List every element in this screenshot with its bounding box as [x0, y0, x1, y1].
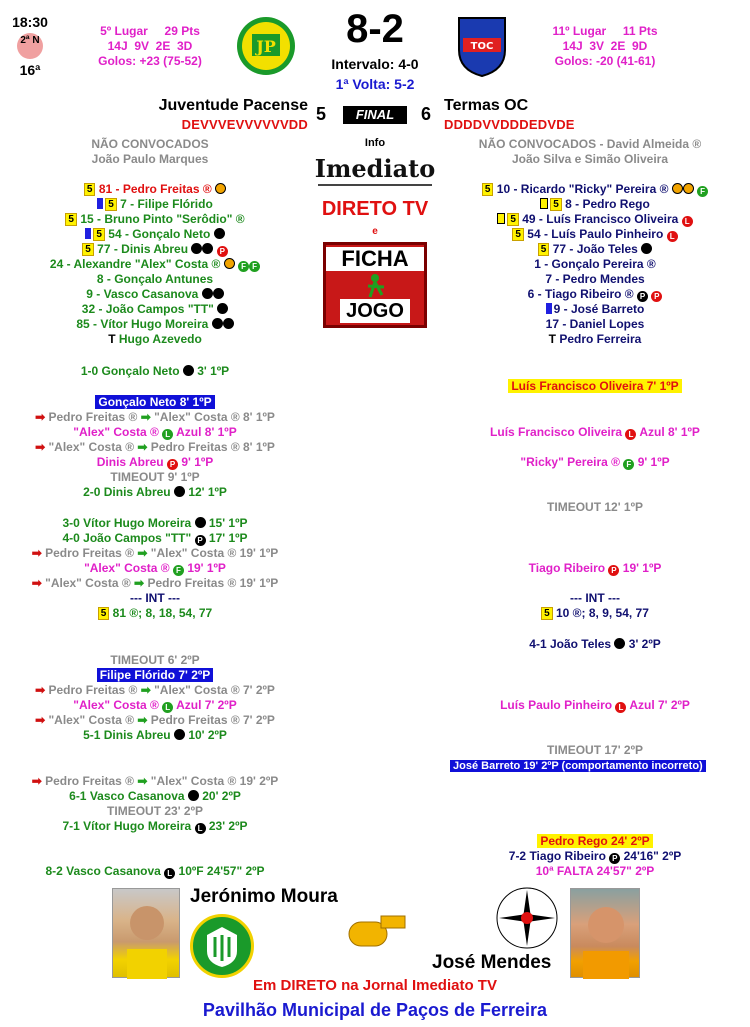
whistle-icon [345, 912, 409, 952]
division-badge-text: 2ª N [20, 35, 40, 46]
sub-in-icon: ➡ [140, 410, 151, 424]
blue-card-icon [546, 303, 552, 314]
goal-icon: L [195, 823, 206, 834]
event-goal-3-0: 3-0 Vítor Hugo Moreira 15' 1ºP [62, 516, 248, 530]
event-foul-alex: "Alex" Costa ® F 19' 1ºP [84, 561, 226, 575]
referee1-photo [112, 888, 180, 978]
goal-icon [614, 638, 625, 649]
goal-icon [183, 365, 194, 376]
referee2-photo [570, 888, 640, 978]
red-card-icon: L [615, 702, 626, 713]
home-form: DEVVVEVVVVVVDD [181, 117, 308, 132]
event-goal-5-1: 5-1 Dinis Abreu 10' 2ºP [83, 728, 227, 742]
away-player-8: 5 8 - Pedro Rego [440, 197, 750, 212]
yellow-card-icon [540, 198, 548, 209]
blue-card-icon [85, 228, 91, 239]
home-player-81: 5 81 - Pedro Freitas ® [0, 182, 310, 197]
away-record: 14J 3V 2E 9D [562, 39, 648, 53]
sub-out-icon: ➡ [35, 410, 46, 424]
event-blue-alex-2: "Alex" Costa ® L Azul 7' 2ºP [73, 698, 237, 712]
event-interval-away-players: 5 10 ®; 8, 9, 54, 77 [440, 606, 750, 621]
imediato-underline [318, 184, 432, 186]
penalty-icon: P [167, 459, 178, 470]
goal-icon [641, 243, 652, 254]
away-points: 11 Pts [622, 24, 658, 38]
blue-card-icon [97, 198, 103, 209]
away-crest-icon [455, 14, 509, 78]
goal-icon: P [637, 291, 648, 302]
away-player-49: 5 49 - Luís Francisco Oliveira L [440, 212, 750, 227]
home-player-24: 24 - Alexandre "Alex" Costa ® F F [0, 257, 310, 272]
sub-out-icon: ➡ [31, 774, 42, 788]
event-blue-lfo: Luís Francisco Oliveira L Azul 8' 1ºP [490, 425, 700, 439]
away-player-54: 5 54 - Luís Paulo Pinheiro L [440, 227, 750, 242]
yellow-card-icon [497, 213, 505, 224]
jogo-text: JOGO [340, 299, 410, 323]
away-fouls: 6 [421, 104, 432, 124]
ficha-text: FICHA [326, 247, 424, 271]
event-goal-4-0: 4-0 João Campos "TT" P 17' 1ºP [62, 531, 248, 545]
first-leg-score: 1ª Volta: 5-2 [335, 76, 415, 92]
venue-name: Pavilhão Municipal de Paços de Ferreira [202, 1000, 548, 1020]
event-foul-ricky: "Ricky" Pereira ® F 9' 1ºP [520, 455, 670, 469]
sub-out-icon: ➡ [31, 546, 42, 560]
card-icon: L [162, 429, 173, 440]
away-player-77: 5 77 - João Teles [440, 242, 750, 257]
sub-in-icon: ➡ [134, 576, 145, 590]
event-goal-4-1: 4-1 João Teles 3' 2ºP [529, 637, 661, 651]
event-interval-home-players: 5 81 ®; 8, 18, 54, 77 [0, 606, 310, 621]
sub-in-icon: ➡ [137, 546, 148, 560]
referee2-name: José Mendes [432, 952, 552, 973]
event-goal-7-2: 7-2 Tiago Ribeiro P 24'16" 2ºP [508, 849, 682, 863]
match-time: 18:30 [12, 14, 48, 30]
event-penalty-abreu: Dinis Abreu P 9' 1ºP [96, 455, 214, 469]
goal-icon [223, 318, 234, 329]
goal-icon: P [195, 535, 206, 546]
event-sub-7: ➡ Pedro Freitas ® ➡ "Alex" Costa ® 19' 2ºP [31, 774, 279, 788]
home-player-8: 8 - Gonçalo Antunes [96, 272, 214, 286]
home-player-77: 5 77 - Dinis Abreu P [0, 242, 310, 257]
event-goal-1-0: 1-0 Gonçalo Neto 3' 1ºP [80, 364, 230, 378]
sub-in-icon: ➡ [137, 774, 148, 788]
home-team-name: Juventude Pacense [158, 97, 308, 114]
home-stats [70, 24, 230, 69]
event-goal-8-2: 8-2 Vasco Casanova L 10ºF 24'57" 2ºP [45, 864, 265, 878]
penalty-icon: P [217, 246, 228, 257]
goal-icon [191, 243, 202, 254]
event-sub-1: ➡ Pedro Freitas ® ➡ "Alex" Costa ® 8' 1ºP [35, 410, 275, 424]
player-icon [360, 273, 390, 299]
away-team-name: Termas OC [444, 97, 529, 114]
round-number: 16ª [19, 62, 41, 78]
away-coach: T Pedro Ferreira [548, 332, 642, 346]
home-player-32: 32 - João Campos "TT" [0, 302, 310, 317]
home-coach: T Hugo Azevedo [108, 332, 202, 346]
home-position: 5º Lugar [100, 24, 148, 38]
foul-icon: F [249, 261, 260, 272]
home-goals: Golos: +23 (75-52) [98, 54, 202, 68]
home-not-called: João Paulo Marques [91, 152, 209, 166]
goal-icon [188, 790, 199, 801]
event-blue-florido: Filipe Flórido 7' 2ºP [0, 668, 310, 683]
goal-icon [202, 243, 213, 254]
away-position: 11º Lugar [552, 24, 607, 38]
away-form: DDDDVVDDDEDVDE [444, 117, 575, 132]
home-player-15: 5 15 - Bruno Pinto "Serôdio" ® [0, 212, 310, 227]
event-timeout-away-1: TIMEOUT 12' 1ºP [547, 500, 643, 514]
coach-icon: T [108, 332, 116, 346]
event-penalty-ribeiro: Tiago Ribeiro P 19' 1ºP [528, 561, 662, 575]
direto-tv-label: DIRETO TV [321, 198, 429, 220]
sub-in-icon: ➡ [140, 683, 151, 697]
event-sub-3: ➡ Pedro Freitas ® ➡ "Alex" Costa ® 19' 1ºP [31, 546, 279, 560]
home-record: 14J 9V 2E 3D [107, 39, 193, 53]
event-timeout-home-1: TIMEOUT 9' 1ºP [110, 470, 200, 484]
home-fouls: 5 [316, 104, 327, 124]
goal-icon [212, 318, 223, 329]
event-blue-card-neto: Gonçalo Neto 8' 1ºP [0, 395, 310, 410]
event-timeout-home-3: TIMEOUT 23' 2ºP [107, 804, 203, 818]
goal-icon [202, 288, 213, 299]
ficha-jogo-logo [323, 242, 427, 328]
home-not-called-label: NÃO CONVOCADOS [91, 137, 209, 151]
sub-in-icon: ➡ [137, 713, 148, 727]
foul-icon: F [238, 261, 249, 272]
final-status-text: FINAL [355, 107, 395, 122]
card-icon: L [162, 702, 173, 713]
sub-out-icon: ➡ [31, 576, 42, 590]
red-card-icon: L [682, 216, 693, 227]
event-goal-6-1: 6-1 Vasco Casanova 20' 2ºP [69, 789, 241, 803]
event-sub-6: ➡ "Alex" Costa ® ➡ Pedro Freitas ® 7' 2ºP [35, 713, 275, 727]
home-player-54: 5 54 - Gonçalo Neto [0, 227, 310, 242]
interval-score: Intervalo: 4-0 [331, 56, 419, 72]
svg-text:TOC: TOC [470, 41, 494, 52]
event-sub-2: ➡ "Alex" Costa ® ➡ Pedro Freitas ® 8' 1ºP [35, 440, 275, 454]
home-points: 29 Pts [164, 24, 200, 38]
event-interval-home: --- INT --- [130, 591, 180, 605]
goal-icon [213, 288, 224, 299]
goal-icon [174, 486, 185, 497]
captain-icon [672, 183, 683, 194]
event-sub-4: ➡ "Alex" Costa ® ➡ Pedro Freitas ® 19' 1ºP [31, 576, 279, 590]
red-card-icon: L [625, 429, 636, 440]
event-10th-foul: 10ª FALTA 24'57" 2ºP [535, 864, 655, 878]
foul-icon: F [623, 459, 634, 470]
referee2-association-icon [495, 886, 559, 950]
division-badge [17, 33, 43, 59]
coach-icon: T [548, 332, 556, 346]
away-goals: Golos: -20 (41-61) [554, 54, 656, 68]
away-player-10: 5 10 - Ricardo "Ricky" Pereira ® F [440, 182, 750, 197]
captain-icon [224, 258, 235, 269]
person-icon [113, 889, 181, 979]
final-status [343, 106, 407, 124]
live-broadcast-text: Em DIRETO na Jornal Imediato TV [253, 977, 497, 994]
home-player-85: 85 - Vítor Hugo Moreira [0, 317, 310, 332]
event-goal-2-0: 2-0 Dinis Abreu 12' 1ºP [83, 485, 227, 499]
person-icon [571, 889, 641, 979]
event-blue-lpp: Luís Paulo Pinheiro L Azul 7' 2ºP [500, 698, 690, 712]
captain-icon [215, 183, 226, 194]
red-card-icon: L [667, 231, 678, 242]
home-crest-icon [236, 14, 296, 78]
and-label: e [372, 226, 378, 237]
home-player-7: 5 7 - Filipe Flórido [0, 197, 310, 212]
home-player-9: 9 - Vasco Casanova [0, 287, 310, 302]
event-yellow-lfo: Luís Francisco Oliveira 7' 1ºP [440, 379, 750, 394]
event-blue-alex: "Alex" Costa ® L Azul 8' 1ºP [73, 425, 237, 439]
foul-icon: F [697, 186, 708, 197]
event-sub-5: ➡ Pedro Freitas ® ➡ "Alex" Costa ® 7' 2ºP [35, 683, 275, 697]
score: 8-2 [346, 7, 404, 51]
event-goal-7-1: 7-1 Vítor Hugo Moreira L 23' 2ºP [62, 819, 248, 833]
away-player-6: 6 - Tiago Ribeiro ® P P [440, 287, 750, 302]
away-stats [525, 24, 685, 69]
referee1-name: Jerónimo Moura [190, 886, 338, 907]
goal-icon: L [164, 868, 175, 879]
info-label: Info [364, 137, 386, 149]
sub-out-icon: ➡ [35, 683, 46, 697]
away-player-1: 1 - Gonçalo Pereira ® [534, 257, 656, 271]
imediato-logo: Imediato [314, 154, 436, 183]
goal-icon [174, 729, 185, 740]
event-timeout-away-2: TIMEOUT 17' 2ºP [547, 743, 643, 757]
sub-in-icon: ➡ [137, 440, 148, 454]
referee1-association-icon [190, 914, 254, 978]
away-player-9: 9 - José Barreto [440, 302, 750, 317]
svg-text:JP: JP [256, 37, 276, 56]
captain-icon [683, 183, 694, 194]
goal-icon [195, 517, 206, 528]
away-player-7: 7 - Pedro Mendes [545, 272, 645, 286]
goal-icon: P [609, 853, 620, 864]
event-interval-away: --- INT --- [570, 591, 620, 605]
event-timeout-home-2: TIMEOUT 6' 2ºP [110, 653, 200, 667]
goal-icon [217, 303, 228, 314]
event-blue-barreto: José Barreto 19' 2ºP (comportamento incorreto) [450, 758, 746, 774]
event-yellow-rego: Pedro Rego 24' 2ºP [440, 834, 750, 849]
penalty-icon: P [651, 291, 662, 302]
goal-icon [214, 228, 225, 239]
away-player-17: 17 - Daniel Lopes [545, 317, 645, 331]
sub-out-icon: ➡ [35, 440, 46, 454]
away-not-called-label: NÃO CONVOCADOS - David Almeida ® [478, 137, 702, 151]
sub-out-icon: ➡ [35, 713, 46, 727]
penalty-icon: P [608, 565, 619, 576]
away-not-called: João Silva e Simão Oliveira [511, 152, 669, 166]
foul-icon: F [173, 565, 184, 576]
